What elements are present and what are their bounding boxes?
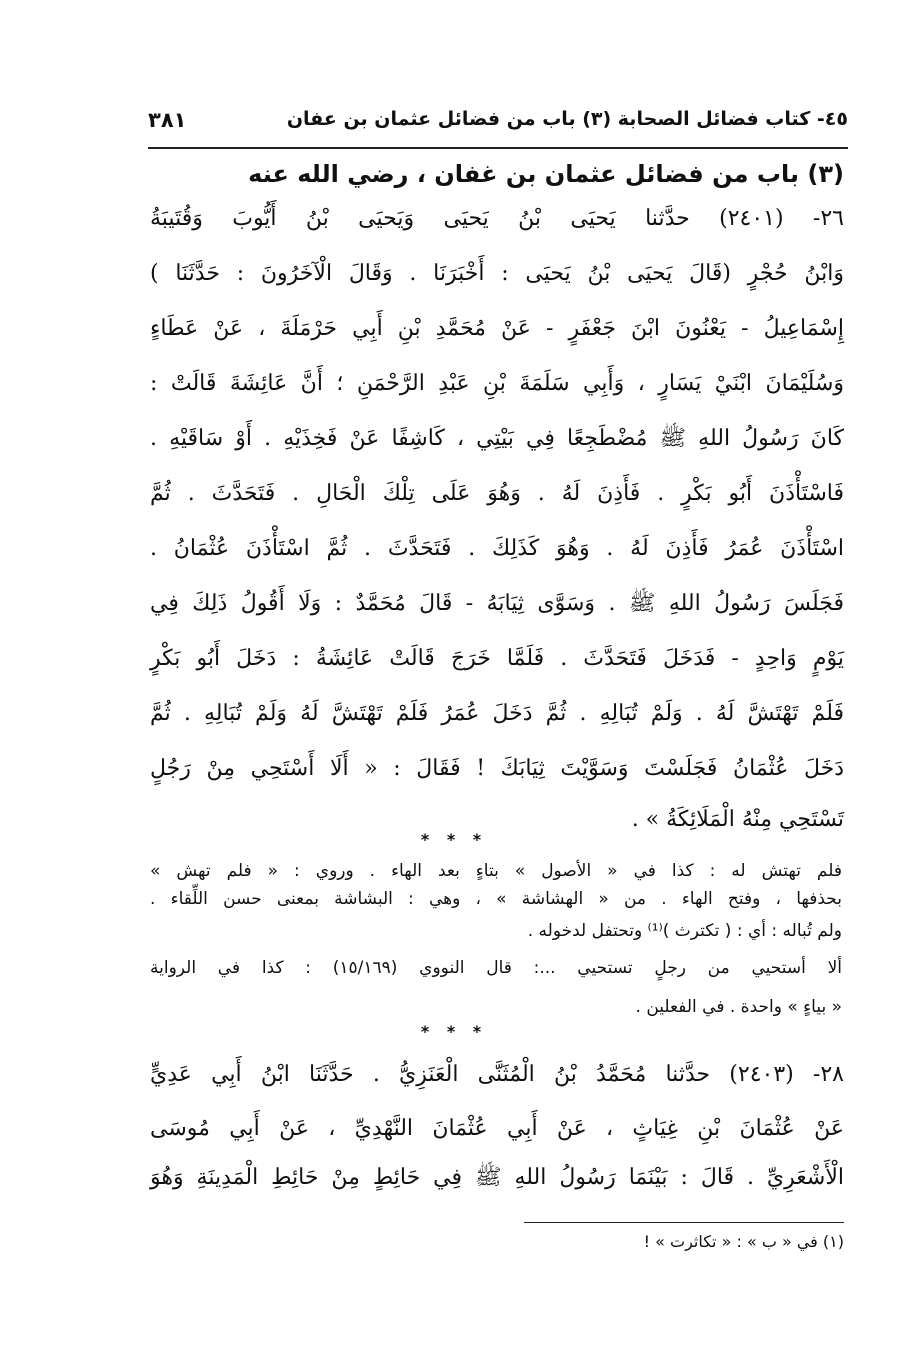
section-separator: * * * [420,1022,488,1041]
hadith-line: دَخَلَ عُثْمَانُ فَجَلَسْتَ وَسَوَّيْتَ ثِيَابَكَ ! فَقَالَ : « أَلَا أَسْتَحِي مِنْ رَجُلٍ [150,756,844,781]
note-line: ولم تُباله : أي : ( تكترث )⁽¹⁾ وتحتفل لدخوله . [527,921,842,941]
hadith-line: وَسُلَيْمَانَ ابْنَيْ يَسَارٍ ، وَأَبِي سَلَمَةَ بْنِ عَبْدِ الرَّحْمَنِ ؛ أَنَّ عَائِشَةَ قَالَتْ : [150,371,844,396]
hadith-line: إِسْمَاعِيلُ - يَعْنُونَ ابْنَ جَعْفَرٍ - عَنْ مُحَمَّدِ بْنِ أَبِي حَرْمَلَةَ ، عَنْ عَطَاءٍ [150,316,844,341]
footnote: (١) في « ب » : « تكاثرت » ! [643,1232,844,1251]
section-separator: * * * [420,830,488,849]
note-line: بحذفها ، وفتح الهاء . من « الهشاشة » ، وهي : البشاشة بمعنى حسن اللِّقاء . [150,889,842,909]
hadith-line: ٢٦- (٢٤٠١) حدَّثنا يَحيَى بْنُ يَحيَى وَيَحيَى بْنُ أَيُّوبَ وَقُتَيبَةُ [150,206,844,231]
footnote-divider [524,1222,844,1223]
section-heading: (٣) باب من فضائل عثمان بن غفان ، رضي الله عنه [248,160,844,188]
hadith-line: اسْتَأْذَنَ عُمَرُ فَأَذِنَ لَهُ . وَهُوَ كَذَلِكَ . فَتَحَدَّثَ . ثُمَّ اسْتَأْذَنَ عُثْمَانُ . [150,536,844,561]
hadith-line: تَسْتَحِي مِنْهُ الْمَلَائِكَةُ » . [631,807,844,832]
note-line: فلم تهتش له : كذا في « الأصول » بتاءٍ بعد الهاء . وروي : « فلم تهش » [150,861,842,881]
hadith-line: ٢٨- (٢٤٠٣) حدَّثنا مُحَمَّدُ بْنُ الْمُثَنَّى الْعَنَزِيُّ . حَدَّثَنَا ابْنُ أَبِي عَدِيٍّ [150,1062,844,1087]
running-header-title: ٤٥- كتاب فضائل الصحابة (٣) باب من فضائل عثمان بن عفان [286,108,848,130]
note-line: « بياءٍ » واحدة . في الفعلين . [635,997,842,1017]
page-number: ٣٨١ [148,108,187,132]
hadith-line: فَاسْتَأْذَنَ أَبُو بَكْرٍ . فَأَذِنَ لَهُ . وَهُوَ عَلَى تِلْكَ الْحَالِ . فَتَحَدَّثَ . ثُمَّ [150,481,844,506]
hadith-line: فَلَمْ تَهْتَشَّ لَهُ . وَلَمْ تُبَالِهِ . ثُمَّ دَخَلَ عُمَرُ فَلَمْ تَهْتَشَّ لَهُ وَلَمْ تُبَالِهِ . ثُمَّ [150,701,844,726]
hadith-line: عَنْ عُثْمَانَ بْنِ غِيَاثٍ ، عَنْ أَبِي عُثْمَانَ النَّهْدِيِّ ، عَنْ أَبِي مُوسَى [150,1116,844,1141]
hadith-line: يَوْمٍ وَاحِدٍ - فَدَخَلَ فَتَحَدَّثَ . فَلَمَّا خَرَجَ قَالَتْ عَائِشَةُ : دَخَلَ أَبُو بَكْرٍ [150,646,844,671]
hadith-line: فَجَلَسَ رَسُولُ اللهِ ﷺ . وَسَوَّى ثِيَابَهُ - قَالَ مُحَمَّدٌ : وَلَا أَقُولُ ذَلِكَ فِي [150,591,844,616]
header-divider [148,147,848,149]
hadith-line: الْأَشْعَرِيِّ . قَالَ : بَيْنَمَا رَسُولُ اللهِ ﷺ فِي حَائِطٍ مِنْ حَائِطِ الْمَدِينَةِ وَهُوَ [150,1165,844,1190]
note-line: ألا أستحيي من رجلٍ تستحيي ...: قال النووي (١٥/١٦٩) : كذا في الرواية [150,958,842,978]
hadith-line: كَانَ رَسُولُ اللهِ ﷺ مُضْطَجِعًا فِي بَيْتِي ، كَاشِفًا عَنْ فَخِذَيْهِ . أَوْ سَاقَيْهِ . [150,426,844,451]
hadith-line: وَابْنُ حُجْرٍ (قَالَ يَحيَى بْنُ يَحيَى : أَخْبَرَنَا . وَقَالَ الْآخَرُونَ : حَدَّثَنَا ) [150,261,844,286]
